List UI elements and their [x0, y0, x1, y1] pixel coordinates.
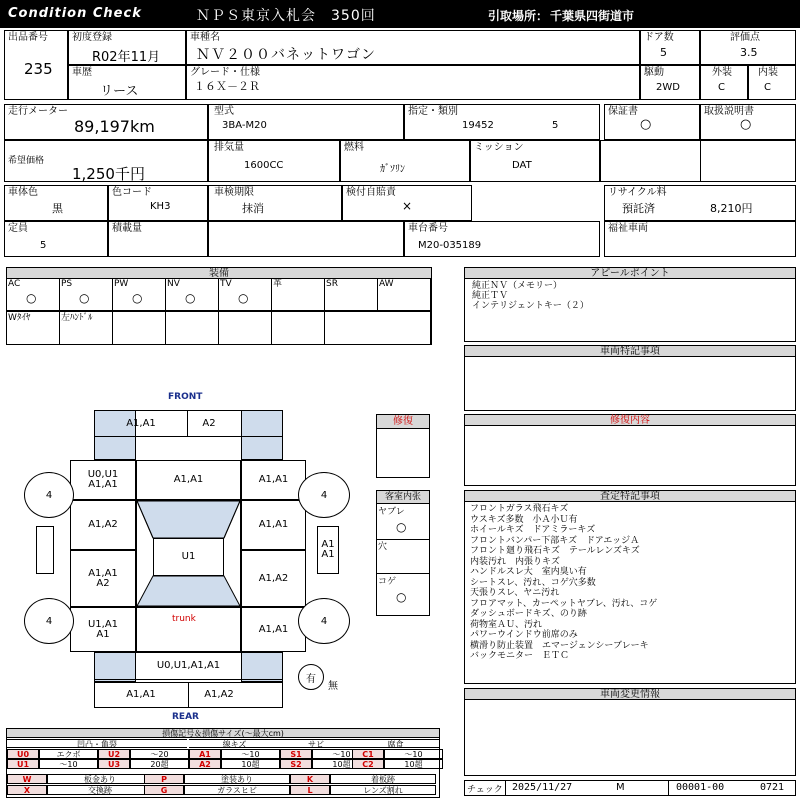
fender-front-left[interactable]: U0,U1 A1,A1: [70, 460, 136, 500]
color-value: 黒: [52, 202, 63, 215]
exterior-label: 外装: [712, 67, 732, 78]
legend-code: L: [290, 785, 330, 795]
legend-desc: 10超: [221, 759, 280, 769]
inspection-value: 抹消: [242, 202, 264, 215]
equipment-label: 左ﾊﾝﾄﾞﾙ: [61, 313, 93, 323]
spare-tire: [298, 664, 324, 690]
model-label: 型式: [214, 106, 234, 117]
right-side-panel[interactable]: A1 A1: [317, 526, 339, 574]
door-rear-left[interactable]: A1,A1 A2: [70, 550, 136, 607]
blank-spec-divider: [700, 140, 701, 182]
legend-code: S2: [280, 759, 312, 769]
legend-desc: ～10: [312, 749, 371, 759]
legend-group: 腐食: [352, 739, 439, 748]
cabin-hole-label: 穴: [378, 542, 388, 552]
inspector-line: ホイールキズ ドアミラーキズ: [470, 525, 596, 535]
inspector-line: フロアマット、カーペットヤブレ、汚れ、コゲ: [470, 598, 658, 609]
cabin-yabure-label: ヤブレ: [378, 507, 405, 517]
mission-label: ミッション: [474, 142, 524, 153]
equipment-label: 革: [273, 279, 283, 289]
lot-label: 出品番号: [8, 32, 48, 43]
door-rear-right[interactable]: A1,A2: [241, 550, 306, 607]
interior-value: C: [764, 82, 771, 93]
manual-label: 取扱説明書: [704, 106, 754, 117]
equipment-mark: ○: [26, 291, 37, 305]
change-panel: [464, 688, 796, 776]
inspector-line: パワーウインドウ前席のみ: [470, 630, 578, 640]
footer-div-2: [668, 780, 669, 796]
color-code-value: KH3: [150, 201, 171, 212]
fuel-value: ｶﾞｿﾘﾝ: [380, 164, 405, 175]
legend-code: A1: [189, 749, 221, 759]
legend-desc: ～10: [221, 749, 280, 759]
car-name-value: ＮＶ２００バネットワゴン: [196, 47, 376, 63]
legend-desc: レンズ割れ: [330, 785, 436, 795]
equipment-cell-r2-6: [271, 311, 325, 345]
inspector-line: バックモニター ＥＴＣ: [470, 651, 570, 661]
quarter-rear-left[interactable]: U1,A1 A1: [70, 607, 136, 652]
rear-bumper-left[interactable]: A1,A1: [126, 689, 156, 700]
inspector-line: 横滑り防止装置 エマージェンシーブレーキ: [470, 640, 649, 651]
front-bumper-left[interactable]: A1,A1: [126, 417, 156, 429]
selfcert-value: ×: [402, 199, 413, 213]
legend-title: 損傷記号＆損傷サイズ(～最大cm): [7, 729, 439, 738]
inspector-title: 査定特記事項: [465, 491, 795, 502]
front-bumper-frame: [94, 410, 283, 437]
interior-label: 内装: [758, 67, 778, 78]
equipment-cell-r2-7: [324, 311, 431, 345]
inspector-line: ダッシュボードキズ、のり跡: [470, 609, 587, 619]
legend-code: P: [144, 774, 184, 784]
brand-title: Condition Check: [8, 6, 142, 21]
check-date: 2025/11/27: [512, 782, 573, 793]
price-label: 希望価格: [8, 156, 45, 166]
check-inspector: M: [616, 782, 625, 793]
tire-front-right[interactable]: 4: [298, 472, 350, 518]
recycle-amount: 8,210円: [710, 202, 753, 215]
drive-label: 駆動: [644, 67, 664, 78]
appeal-line: 純正ＴＶ: [472, 291, 509, 301]
load-label: 積載量: [112, 223, 142, 234]
inspector-line: ウスキズ多数 小Ａ小Ｕ有: [470, 514, 578, 525]
mileage-value: 89,197km: [74, 117, 155, 136]
equipment-label: PW: [114, 279, 129, 289]
legend-group: 凹凸・亀裂: [7, 739, 187, 748]
legend-desc: ～20: [130, 749, 189, 759]
score-value: 3.5: [740, 46, 758, 59]
legend-code: U2: [98, 749, 130, 759]
cabin-divider-1: [377, 539, 429, 540]
check-label: チェック: [467, 785, 503, 795]
fender-front-right[interactable]: A1,A1: [241, 460, 306, 500]
legend-code: A2: [189, 759, 221, 769]
warranty-label: 保証書: [608, 106, 638, 117]
equipment-label: SR: [326, 279, 338, 289]
first-reg-value: R02年11月: [92, 50, 161, 65]
legend-code: U0: [7, 749, 39, 759]
inspector-line: フロント廻り飛石キズ テールレンズキズ: [470, 546, 640, 556]
equipment-mark: ○: [238, 291, 249, 305]
appeal-title: アピールポイント: [465, 268, 795, 279]
equipment-label: Wﾀｲﾔ: [8, 313, 31, 323]
roof[interactable]: U1: [153, 538, 224, 576]
class-number: 5: [552, 120, 559, 131]
appeal-lines: [472, 281, 589, 311]
blank-spec-box: [600, 140, 796, 182]
hood[interactable]: A1,A1: [136, 460, 241, 500]
chassis-value: M20-035189: [418, 240, 482, 251]
cabin-divider-2: [377, 573, 429, 574]
legend-code: U1: [7, 759, 39, 769]
repair-content-title: 修復内容: [465, 415, 795, 426]
door-front-right[interactable]: A1,A1: [241, 500, 306, 550]
legend-code: X: [7, 785, 47, 795]
rear-label: REAR: [172, 712, 199, 722]
chassis-left-box: [208, 221, 404, 257]
legend-desc: ガラスヒビ: [184, 785, 290, 795]
legend-code: S1: [280, 749, 312, 759]
legend-code: C2: [352, 759, 384, 769]
equipment-mark: ○: [79, 291, 90, 305]
inspector-lines: [470, 504, 657, 662]
legend-desc: 10超: [384, 759, 443, 769]
inspector-line: 天張りスレ、ヤニ汚れ: [470, 588, 560, 598]
equipment-label: PS: [61, 279, 73, 289]
legend-desc: 交換跡: [47, 785, 153, 795]
car-name-label: 車種名: [190, 32, 220, 43]
doors-label: ドア数: [644, 32, 674, 43]
displacement-value: 1600CC: [244, 160, 284, 171]
trunk-label: trunk: [172, 614, 196, 624]
inspector-line: フロントバンパー下部キズ ドアエッジＡ: [470, 535, 640, 546]
footer-code: 0721: [760, 782, 785, 793]
pickup-label: 引取場所：: [488, 9, 549, 23]
legend-desc: 着板跡: [330, 774, 436, 784]
equipment-mark: ○: [132, 291, 143, 305]
equipment-label: NV: [167, 279, 180, 289]
inspector-line: ハンドルスレ大 室内臭い有: [470, 567, 587, 577]
auction-title: ＮＰＳ東京入札会 350回: [196, 8, 376, 24]
legend-group: サビ: [280, 739, 352, 748]
footer-ref: 00001-00: [676, 782, 725, 793]
history-value: リース: [100, 84, 139, 99]
legend-code: U3: [98, 759, 130, 769]
displacement-label: 排気量: [214, 142, 244, 153]
appeal-line: 純正ＮＶ（メモリー）: [472, 281, 563, 291]
legend-desc: 10超: [312, 759, 371, 769]
fuel-label: 燃料: [344, 142, 364, 153]
recycle-label: リサイクル料: [608, 187, 667, 198]
legend-group: 線キズ: [189, 739, 280, 748]
inspector-line: フロントガラス飛石キズ: [470, 504, 569, 514]
cabin-koge-mark: ○: [396, 590, 407, 604]
equipment-label: AC: [8, 279, 21, 289]
spec-number: 19452: [462, 120, 494, 131]
exterior-value: C: [718, 82, 725, 93]
price-value: 1,250千円: [72, 165, 145, 183]
front-bumper-right[interactable]: A2: [202, 417, 216, 429]
warranty-mark: ○: [640, 117, 652, 132]
legend-code: C1: [352, 749, 384, 759]
pickup-place: 千葉県四街道市: [550, 9, 635, 23]
inspector-line: 内装汚れ 内張りキズ: [470, 556, 560, 567]
doors-value: 5: [660, 46, 667, 59]
selfcert-label: 検付自賠責: [346, 187, 396, 198]
welfare-label: 福祉車両: [608, 223, 648, 234]
lot-number: 235: [24, 60, 53, 78]
rear-bumper-right[interactable]: A1,A2: [204, 689, 234, 700]
equipment-cell-r2-3: [112, 311, 166, 345]
repair-title: 修復: [377, 415, 429, 429]
legend-code: K: [290, 774, 330, 784]
first-reg-label: 初度登録: [72, 32, 112, 43]
inspection-label: 車検期限: [214, 187, 254, 198]
legend-code: W: [7, 774, 47, 784]
legend-desc: ～10: [39, 759, 98, 769]
legend-desc: エクボ: [39, 749, 98, 759]
drive-value: 2WD: [656, 82, 680, 93]
equipment-mark: ○: [185, 291, 196, 305]
header-bar: [0, 0, 800, 28]
capacity-label: 定員: [8, 223, 28, 234]
spare-mark: 有: [306, 673, 316, 685]
mileage-label: 走行メーター: [8, 106, 68, 117]
legend-desc: 20超: [130, 759, 189, 769]
equipment-label: AW: [379, 279, 394, 289]
legend-desc: ～10: [384, 749, 443, 759]
footer-div-1: [505, 780, 506, 796]
tire-rear-right[interactable]: 4: [298, 598, 350, 644]
tire-rear-left[interactable]: 4: [24, 598, 74, 644]
cabin-koge-label: コゲ: [378, 577, 397, 587]
special-title: 車両特記事項: [465, 346, 795, 357]
front-label: FRONT: [168, 392, 203, 402]
legend-desc: 板金あり: [47, 774, 153, 784]
recycle-status: 預託済: [622, 202, 655, 215]
appeal-line: インテリジェントキー（２）: [472, 301, 589, 311]
legend-desc: 塗装あり: [184, 774, 290, 784]
color-code-label: 色コード: [112, 187, 152, 198]
left-mirror: [36, 526, 54, 574]
equipment-cell-r2-5: [218, 311, 272, 345]
score-label: 評価点: [730, 32, 760, 43]
grade-value: １６Ｘ－２Ｒ: [194, 80, 260, 93]
spec-label: 指定・類別: [408, 106, 458, 117]
front-bumper-split: [187, 410, 188, 437]
legend-code: G: [144, 785, 184, 795]
history-label: 車歴: [72, 67, 92, 78]
inspector-line: シートスレ、汚れ、コゲ穴多数: [470, 577, 596, 588]
chassis-label: 車台番号: [408, 223, 448, 234]
quarter-rear-right[interactable]: A1,A1: [241, 607, 306, 652]
tire-front-left[interactable]: 4: [24, 472, 74, 518]
inspector-line: 荷物室ＡＵ、汚れ: [470, 619, 543, 630]
door-front-left[interactable]: A1,A2: [70, 500, 136, 550]
change-title: 車両変更情報: [465, 689, 795, 700]
grade-label: グレード・仕様: [190, 67, 260, 78]
spare-none: 無: [328, 681, 338, 692]
model-value: 3BA-M20: [222, 120, 267, 131]
equipment-cell-r2-4: [165, 311, 219, 345]
manual-mark: ○: [740, 117, 752, 132]
color-label: 車体色: [8, 187, 38, 198]
cabin-title: 客室内张: [377, 491, 429, 504]
cabin-yabure-mark: ○: [396, 520, 407, 534]
trunk-lid[interactable]: U0,U1,A1,A1: [94, 652, 283, 680]
equipment-label: TV: [220, 279, 232, 289]
mission-value: DAT: [512, 160, 532, 171]
capacity-value: 5: [40, 240, 47, 251]
equipment-title: 装備: [7, 268, 431, 278]
